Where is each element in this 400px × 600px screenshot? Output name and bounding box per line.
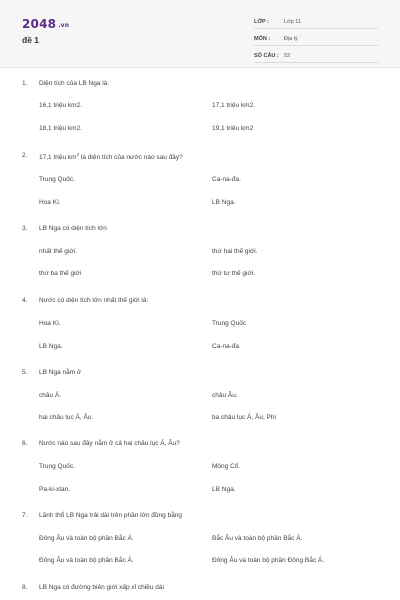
question-6	[22, 440, 382, 493]
option-b[interactable]: Mông Cổ.	[212, 463, 241, 470]
question-2	[22, 152, 382, 206]
option-d[interactable]: thứ tư thế giới.	[212, 270, 255, 277]
option-c[interactable]: thứ ba thế giới	[39, 270, 82, 277]
logo-suffix: .vn	[58, 22, 70, 29]
question-text-part: 17,1 triệu km	[39, 154, 77, 162]
logo-text: 2048	[22, 17, 57, 31]
question-text: LB Nga nằm ở	[39, 369, 82, 376]
question-number: 4.	[22, 297, 28, 304]
question-text: LB Nga có đường biên giới xấp xỉ chiều dài	[39, 584, 164, 591]
option-a[interactable]: Trung Quốc.	[39, 176, 75, 183]
option-a[interactable]: Hoa Kì.	[39, 320, 61, 327]
question-number: 5.	[22, 369, 28, 376]
option-d[interactable]: LB Nga.	[212, 486, 236, 493]
question-text: Nước nào sau đây nằm ở cả hai châu lục Á, Âu?	[39, 440, 180, 447]
option-d[interactable]: LB Nga.	[212, 199, 236, 206]
question-5	[22, 369, 382, 421]
option-a[interactable]: Trung Quốc.	[39, 463, 75, 470]
meta-row-subject	[254, 32, 378, 46]
option-c[interactable]: LB Nga.	[39, 343, 63, 350]
question-header	[22, 80, 382, 87]
question-number: 6.	[22, 440, 28, 447]
option-b[interactable]: Bắc Âu và toàn bộ phần Bắc Á.	[212, 535, 303, 542]
option-b[interactable]: thứ hai thế giới.	[212, 248, 258, 255]
option-b[interactable]: 17,1 triệu km2.	[212, 102, 255, 109]
question-number: 8.	[22, 584, 28, 591]
option-b[interactable]: Ca-na-đa.	[212, 176, 241, 183]
question-header	[22, 584, 382, 591]
question-header	[22, 152, 382, 161]
question-7	[22, 512, 382, 564]
option-d[interactable]: Đông Âu và toàn bộ phần Đông Bắc Á.	[212, 557, 325, 564]
meta-label: MÔN :	[254, 35, 271, 42]
question-text-part: là diện tích của nước nào sau đây?	[79, 154, 183, 162]
option-a[interactable]: nhất thế giới.	[39, 248, 77, 255]
question-text: Lãnh thổ LB Nga trải dài trên phần lớn đồng bằng	[39, 512, 183, 519]
document-title: đề 1	[22, 35, 40, 45]
meta-label: SỐ CÂU :	[254, 52, 279, 59]
option-a[interactable]: 16,1 triệu km2.	[39, 102, 82, 109]
question-text: LB Nga có diện tích lớn	[39, 225, 107, 232]
question-header	[22, 225, 382, 232]
header	[0, 0, 400, 68]
question-number: 7.	[22, 512, 28, 519]
meta-value: Địa lý	[284, 35, 298, 42]
option-a[interactable]: Đông Âu và toàn bộ phần Bắc Á.	[39, 535, 134, 542]
meta-info	[254, 15, 378, 66]
option-c[interactable]: hai châu lục Á, Âu.	[39, 414, 94, 421]
option-b[interactable]: Trung Quốc	[212, 320, 247, 327]
option-c[interactable]: Hoa Kì.	[39, 199, 61, 206]
question-number: 3.	[22, 225, 28, 232]
question-header	[22, 440, 382, 447]
question-text-superscript: 2	[76, 152, 80, 157]
question-text: Nước có diện tích lớn nhất thế giới là:	[39, 297, 149, 304]
question-header	[22, 369, 382, 376]
option-c[interactable]: 18,1 triệu km2.	[39, 125, 82, 132]
question-text: Diện tích của LB Nga là:	[39, 80, 110, 87]
question-header	[22, 512, 382, 519]
question-1	[22, 80, 382, 132]
option-c[interactable]: Pa-ki-xtan.	[39, 486, 71, 493]
question-number: 1.	[22, 80, 28, 87]
option-c[interactable]: Đông Âu và toàn bộ phần Bắc Á.	[39, 557, 134, 564]
option-d[interactable]: ba châu lục Á, Âu, Phi	[212, 414, 276, 421]
option-d[interactable]: 19,1 triệu km2	[212, 125, 254, 132]
meta-value: 52	[284, 52, 291, 59]
meta-row-class	[254, 15, 378, 29]
site-logo[interactable]	[22, 17, 69, 31]
meta-row-count	[254, 49, 378, 63]
option-b[interactable]: châu Âu.	[212, 392, 238, 399]
question-header	[22, 297, 382, 304]
question-number: 2.	[22, 152, 28, 159]
question-8	[22, 584, 382, 591]
question-3	[22, 225, 382, 277]
meta-label: LỚP :	[254, 18, 269, 25]
question-4	[22, 297, 382, 350]
question-text	[39, 152, 183, 161]
option-a[interactable]: châu Á.	[39, 392, 62, 399]
meta-value: Lớp 11	[284, 18, 301, 25]
option-d[interactable]: Ca-na-đa	[212, 343, 240, 350]
